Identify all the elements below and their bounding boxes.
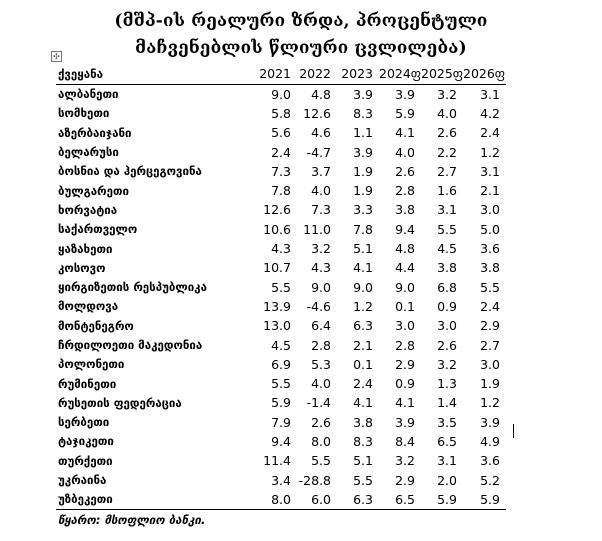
growth-value: 2.6 — [311, 414, 331, 430]
growth-value: 5.5 — [271, 376, 291, 392]
growth-value: 4.6 — [311, 125, 331, 141]
growth-value: 2.4 — [480, 125, 500, 141]
source-row — [56, 510, 506, 530]
country-name: ყირგიზეთის რესპუბლიკა — [58, 280, 207, 295]
gdp-growth-table — [56, 64, 506, 529]
growth-value: 0.9 — [395, 376, 415, 392]
growth-value: 9.0 — [395, 279, 415, 295]
growth-value: 8.4 — [395, 433, 415, 449]
growth-value: 3.3 — [353, 202, 373, 218]
growth-value: 6.3 — [353, 318, 373, 334]
growth-value: 3.2 — [437, 86, 457, 102]
year-header: 2022 — [297, 64, 337, 84]
growth-value: 8.0 — [271, 491, 291, 507]
growth-value: 10.6 — [263, 221, 291, 237]
growth-value: 1.9 — [480, 376, 500, 392]
growth-value: 6.5 — [437, 433, 457, 449]
growth-value: 2.8 — [311, 337, 331, 353]
table-row — [56, 142, 506, 161]
table-row — [56, 258, 506, 277]
country-name: უზბეკეთი — [58, 492, 113, 507]
growth-value: 7.3 — [311, 202, 331, 218]
growth-value: 5.0 — [480, 221, 500, 237]
growth-value: 4.1 — [353, 395, 373, 411]
country-column-header: ქვეყანა — [56, 64, 254, 84]
country-name: სერბეთი — [58, 415, 110, 430]
growth-value: 3.9 — [395, 414, 415, 430]
growth-value: 7.9 — [271, 414, 291, 430]
growth-value: 2.4 — [353, 376, 373, 392]
growth-value: 2.9 — [480, 318, 500, 334]
growth-value: 4.0 — [437, 105, 457, 121]
table-row — [56, 470, 506, 489]
country-name: ალბანეთი — [58, 87, 119, 102]
growth-value: 10.7 — [263, 260, 291, 276]
growth-value: 7.8 — [353, 221, 373, 237]
growth-value: 3.2 — [437, 356, 457, 372]
growth-value: 3.0 — [480, 356, 500, 372]
growth-value: 3.8 — [395, 202, 415, 218]
growth-value: -28.8 — [298, 472, 331, 488]
table-row — [56, 220, 506, 239]
growth-value: 3.0 — [437, 318, 457, 334]
growth-value: 9.0 — [271, 86, 291, 102]
growth-value: 2.6 — [437, 125, 457, 141]
table-row — [56, 297, 506, 316]
growth-value: 3.8 — [437, 260, 457, 276]
growth-value: 3.6 — [480, 241, 500, 257]
growth-value: 3.2 — [311, 241, 331, 257]
growth-value: 4.1 — [353, 260, 373, 276]
table-row — [56, 200, 506, 219]
growth-value: 4.5 — [437, 241, 457, 257]
country-name: ტაჯიკეთი — [58, 434, 114, 449]
table-row — [56, 393, 506, 412]
table-row — [56, 277, 506, 296]
table-row — [56, 374, 506, 393]
growth-value: 2.1 — [353, 337, 373, 353]
country-name: სომხეთი — [58, 106, 110, 121]
country-name: აზერბაიჯანი — [58, 125, 132, 140]
growth-value: 6.8 — [437, 279, 457, 295]
country-name: ჩრდილოეთი მაკედონია — [58, 338, 203, 352]
growth-value: 2.6 — [437, 337, 457, 353]
country-name: ბულგარეთი — [58, 183, 130, 198]
growth-value: 2.9 — [395, 356, 415, 372]
growth-value: 2.8 — [395, 183, 415, 199]
growth-value: 13.0 — [263, 318, 291, 334]
growth-value: 5.3 — [311, 356, 331, 372]
country-name: უკრაინა — [58, 473, 107, 488]
growth-value: 5.2 — [480, 472, 500, 488]
table-row — [56, 181, 506, 200]
growth-value: 2.4 — [271, 144, 291, 160]
growth-value: 3.2 — [395, 453, 415, 469]
table-row — [56, 490, 506, 510]
growth-value: 3.7 — [311, 163, 331, 179]
growth-value: 2.2 — [437, 144, 457, 160]
growth-value: 7.3 — [271, 163, 291, 179]
growth-value: 3.0 — [395, 318, 415, 334]
growth-value: 3.8 — [353, 414, 373, 430]
growth-value: 3.9 — [480, 414, 500, 430]
growth-value: 4.5 — [271, 337, 291, 353]
growth-value: 9.0 — [353, 279, 373, 295]
growth-value: 1.2 — [353, 298, 373, 314]
table-row — [56, 355, 506, 374]
growth-value: 3.0 — [480, 202, 500, 218]
growth-value: 2.7 — [480, 337, 500, 353]
growth-value: 2.0 — [437, 472, 457, 488]
text-cursor — [513, 424, 514, 438]
growth-value: 3.1 — [480, 163, 500, 179]
growth-value: 4.0 — [395, 144, 415, 160]
source-note: წყარო: მსოფლიო ბანკი. — [56, 510, 506, 530]
growth-value: 2.9 — [395, 472, 415, 488]
table-row — [56, 451, 506, 470]
growth-value: 13.9 — [263, 298, 291, 314]
growth-value: 6.4 — [311, 318, 331, 334]
header-row — [56, 64, 506, 84]
growth-value: 6.5 — [395, 491, 415, 507]
country-name: კოსოვო — [58, 260, 106, 275]
growth-value: 4.4 — [395, 260, 415, 276]
country-name: პოლონეთი — [58, 357, 125, 372]
growth-value: 4.9 — [480, 433, 500, 449]
growth-value: 6.9 — [271, 356, 291, 372]
growth-value: 4.0 — [311, 376, 331, 392]
growth-value: 5.5 — [311, 453, 331, 469]
growth-value: 1.2 — [480, 144, 500, 160]
growth-value: 3.1 — [437, 202, 457, 218]
growth-value: 2.4 — [480, 298, 500, 314]
growth-value: 5.9 — [271, 395, 291, 411]
growth-value: 5.5 — [353, 472, 373, 488]
growth-value: 3.9 — [353, 86, 373, 102]
year-header: 2023 — [337, 64, 379, 84]
table-row — [56, 84, 506, 104]
country-name: საქართველო — [58, 222, 138, 237]
table-body — [56, 84, 506, 510]
growth-value: 1.6 — [437, 183, 457, 199]
growth-value: 3.9 — [353, 144, 373, 160]
table-row — [56, 162, 506, 181]
growth-value: 4.2 — [480, 105, 500, 121]
growth-value: 1.1 — [353, 125, 373, 141]
growth-value: 5.6 — [271, 125, 291, 141]
growth-value: 5.8 — [271, 105, 291, 121]
growth-value: 4.1 — [395, 125, 415, 141]
growth-value: 3.4 — [271, 472, 291, 488]
growth-value: 2.6 — [395, 163, 415, 179]
country-name: თურქეთი — [58, 453, 113, 468]
country-name: რუმინეთი — [58, 376, 117, 391]
growth-value: 4.8 — [395, 241, 415, 257]
growth-value: 3.8 — [480, 260, 500, 276]
title-line-1: (მშპ-ის რეალური ზრდა, პროცენტული — [114, 11, 488, 31]
table-row — [56, 239, 506, 258]
growth-value: 4.3 — [311, 260, 331, 276]
growth-value: 0.1 — [353, 356, 373, 372]
growth-value: 0.1 — [395, 298, 415, 314]
table-move-handle-icon[interactable]: ✣ — [51, 51, 62, 62]
growth-value: 5.5 — [437, 221, 457, 237]
year-header: 2025ფ — [421, 64, 463, 84]
growth-value: -4.6 — [306, 298, 331, 314]
table-row — [56, 316, 506, 335]
growth-value: 1.2 — [480, 395, 500, 411]
year-header: 2024ფ — [379, 64, 421, 84]
growth-value: 5.9 — [480, 491, 500, 507]
table-row — [56, 413, 506, 432]
growth-value: 12.6 — [263, 202, 291, 218]
growth-value: 9.4 — [271, 433, 291, 449]
growth-value: 5.5 — [271, 279, 291, 295]
growth-value: 1.9 — [353, 163, 373, 179]
country-name: ბელარუსი — [58, 145, 119, 160]
title-line-2: მაჩვენებლის წლიური ცვლილება) — [135, 38, 467, 58]
country-name: ბოსნია და ჰერცეგოვინა — [58, 164, 202, 179]
growth-value: 2.1 — [480, 183, 500, 199]
growth-value: 6.3 — [353, 491, 373, 507]
growth-value: 4.1 — [395, 395, 415, 411]
growth-value: 12.6 — [303, 105, 331, 121]
growth-value: 2.7 — [437, 163, 457, 179]
growth-value: 3.6 — [480, 453, 500, 469]
growth-value: 4.0 — [311, 183, 331, 199]
country-name: მოლდოვა — [58, 299, 119, 314]
table-row — [56, 335, 506, 354]
growth-value: 3.9 — [395, 86, 415, 102]
year-header: 2026ფ — [463, 64, 506, 84]
growth-value: 5.9 — [437, 491, 457, 507]
growth-value: 8.3 — [353, 105, 373, 121]
growth-value: 3.1 — [480, 86, 500, 102]
growth-value: 5.5 — [480, 279, 500, 295]
year-header: 2021 — [254, 64, 297, 84]
country-name: რუსეთის ფედერაცია — [58, 395, 182, 410]
table-row — [56, 123, 506, 142]
growth-value: 11.0 — [303, 221, 331, 237]
growth-value: -4.7 — [306, 144, 331, 160]
country-name: მონტენეგრო — [58, 318, 134, 333]
growth-value: 7.8 — [271, 183, 291, 199]
growth-value: 4.3 — [271, 241, 291, 257]
growth-value: -1.4 — [306, 395, 331, 411]
growth-value: 11.4 — [263, 453, 291, 469]
growth-value: 1.4 — [437, 395, 457, 411]
table-row — [56, 104, 506, 123]
growth-value: 5.1 — [353, 241, 373, 257]
growth-value: 5.1 — [353, 453, 373, 469]
growth-value: 1.9 — [353, 183, 373, 199]
table-row — [56, 432, 506, 451]
country-name: ხორვატია — [58, 202, 118, 217]
growth-value: 6.0 — [311, 491, 331, 507]
growth-value: 9.4 — [395, 221, 415, 237]
growth-value: 8.0 — [311, 433, 331, 449]
country-name: ყაზახეთი — [58, 241, 113, 256]
growth-value: 3.5 — [437, 414, 457, 430]
growth-value: 3.1 — [437, 453, 457, 469]
growth-value: 5.9 — [395, 105, 415, 121]
growth-value: 2.8 — [395, 337, 415, 353]
growth-value: 0.9 — [437, 298, 457, 314]
growth-value: 1.3 — [437, 376, 457, 392]
growth-value: 8.3 — [353, 433, 373, 449]
growth-value: 9.0 — [311, 279, 331, 295]
growth-value: 4.8 — [311, 86, 331, 102]
